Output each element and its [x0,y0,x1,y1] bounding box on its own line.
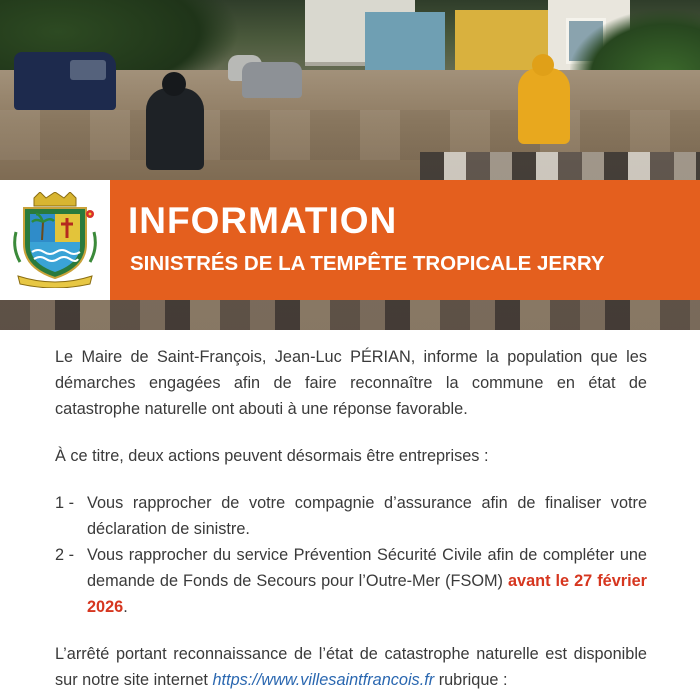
closing-text-end: rubrique : [438,671,508,689]
notice-body [55,344,647,693]
closing-paragraph [55,641,647,693]
house-blue [365,12,445,70]
deadline-date: avant le 27 février 2026 [87,572,648,616]
page-title: INFORMATION [128,200,398,241]
list-item-text: Vous rapprocher du service Prévention Sécurité Civile afin de compléter une demande de Fonds de Secours pour l’Outre-Mer (FSOM) [87,546,647,590]
intro-paragraph: Le Maire de Saint-François, Jean-Luc PÉRIAN, informe la population que les démarches engagées afin de faire reconnaître la commune en état de catastrophe naturelle ont abouti à une réponse favorable. [55,348,647,418]
list-item [55,542,647,620]
submerged-car [242,62,302,98]
page-subtitle: SINISTRÉS DE LA TEMPÊTE TROPICALE JERRY [130,252,605,275]
person-yellow-raincoat [518,68,570,144]
debris-pile [420,152,700,180]
list-item-number: 1 - [55,494,75,512]
website-link[interactable]: https://www.villesaintfrancois.fr [212,671,435,689]
submerged-van [14,52,116,110]
closing-text: L’arrêté portant reconnaissance de l’état de catastrophe naturelle est disponible sur notre site internet [55,645,647,689]
list-item-text: Vous rapprocher de votre compagnie d’assurance afin de finaliser votre déclaration de sinistre. [87,494,647,538]
saint-francois-coat-of-arms-icon [10,192,100,288]
debris-strip [0,300,700,330]
person-dark-jacket [146,88,204,170]
list-item-text-end: . [123,598,128,616]
list-item [55,490,647,542]
actions-lead: À ce titre, deux actions peuvent désormais être entreprises : [55,447,489,465]
logo-panel [0,180,110,300]
list-item-number: 2 - [55,546,75,564]
